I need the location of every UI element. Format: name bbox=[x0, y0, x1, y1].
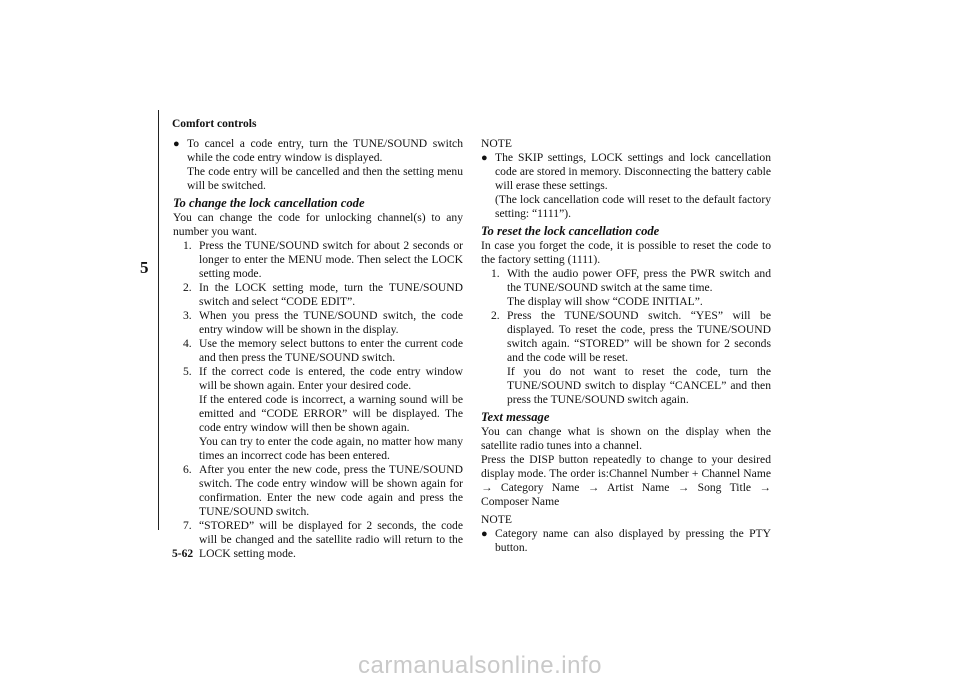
step-text: The display will show “CODE INITIAL”. bbox=[507, 295, 703, 308]
step-text: If you do not want to reset the code, turn the TUNE/SOUND switch to display “CANCEL” and then press the TUNE/SOUND switch again. bbox=[507, 365, 771, 406]
reset-code-intro: In case you forget the code, it is possible to reset the code to the factory setting (1111). bbox=[481, 239, 771, 266]
note-line: Category name can also displayed by pressing the PTY button. bbox=[495, 527, 771, 554]
step-text: When you press the TUNE/SOUND switch, the code entry window will be shown in the display. bbox=[199, 309, 463, 336]
change-code-heading: To change the lock cancellation code bbox=[173, 196, 365, 210]
step-text: Press the TUNE/SOUND switch. “YES” will be displayed. To reset the code, press the TUNE/SOUND switch again. “STORED” will be shown for 2 seconds and the code will be reset. bbox=[507, 309, 771, 364]
text-message-heading: Text message bbox=[481, 410, 550, 424]
page-number: 5-62 bbox=[172, 548, 194, 560]
step-text: If the entered code is incorrect, a warning sound will be emitted and “CODE ERROR” will be displayed. The code entry window will then be shown again. bbox=[199, 393, 463, 434]
change-code-steps bbox=[173, 239, 463, 561]
note-item bbox=[481, 151, 771, 221]
step-number: 2. bbox=[183, 281, 192, 294]
note-line: The SKIP settings, LOCK settings and lock cancellation code are stored in memory. Disconnecting the battery cable will erase these settings. bbox=[495, 151, 771, 192]
reset-step-2 bbox=[481, 309, 771, 407]
step-number: 7. bbox=[183, 519, 192, 532]
step-3 bbox=[173, 309, 463, 337]
step-number: 6. bbox=[183, 463, 192, 476]
step-6 bbox=[173, 463, 463, 519]
section-title: Comfort controls bbox=[172, 118, 257, 130]
step-2 bbox=[173, 281, 463, 309]
reset-code-steps bbox=[481, 267, 771, 407]
step-text: You can try to enter the code again, no matter how many times an incorrect code has been entered. bbox=[199, 435, 463, 462]
watermark: carmanualsonline.info bbox=[358, 652, 602, 679]
left-column bbox=[173, 137, 463, 561]
step-4 bbox=[173, 337, 463, 365]
note-label: NOTE bbox=[481, 137, 512, 150]
step-number: 5. bbox=[183, 365, 192, 378]
step-number: 1. bbox=[183, 239, 192, 252]
step-number: 1. bbox=[491, 267, 500, 280]
cancel-bullet bbox=[173, 137, 463, 193]
reset-code-heading: To reset the lock cancellation code bbox=[481, 224, 660, 238]
text-message-para-1: You can change what is shown on the display when the satellite radio tunes into a channel. bbox=[481, 425, 771, 452]
step-text: Press the TUNE/SOUND switch for about 2 seconds or longer to enter the MENU mode. Then select the LOCK setting mode. bbox=[199, 239, 463, 280]
step-text: After you enter the new code, press the TUNE/SOUND switch. The code entry window will be shown again for confirmation. Enter the new code again and press the TUNE/SOUND switch. bbox=[199, 463, 463, 518]
filled-circle-bullet-icon: ● bbox=[481, 152, 488, 164]
reset-step-1 bbox=[481, 267, 771, 309]
step-1 bbox=[173, 239, 463, 281]
note-item bbox=[481, 527, 771, 555]
note-line: (The lock cancellation code will reset to the default factory setting: “1111”). bbox=[495, 193, 771, 220]
step-text: Use the memory select buttons to enter the current code and then press the TUNE/SOUND switch. bbox=[199, 337, 463, 364]
step-text: “STORED” will be displayed for 2 seconds, the code will be changed and the satellite radio will return to the LOCK setting mode. bbox=[199, 519, 463, 560]
text-message-para-2: Press the DISP button repeatedly to change to your desired display mode. The order is:Channel Number + Channel Name → Category Name → Artist Name → Song Title → Composer Name bbox=[481, 453, 771, 508]
step-text: In the LOCK setting mode, turn the TUNE/SOUND switch and select “CODE EDIT”. bbox=[199, 281, 463, 308]
step-number: 2. bbox=[491, 309, 500, 322]
step-5 bbox=[173, 365, 463, 463]
step-text: With the audio power OFF, press the PWR switch and the TUNE/SOUND switch at the same time. bbox=[507, 267, 771, 294]
change-code-intro: You can change the code for unlocking channel(s) to any number you want. bbox=[173, 211, 463, 238]
chapter-tab-bar bbox=[129, 110, 159, 530]
cancel-line-1: To cancel a code entry, turn the TUNE/SOUND switch while the code entry window is displayed. bbox=[187, 137, 463, 164]
chapter-number: 5 bbox=[140, 258, 149, 277]
step-7 bbox=[173, 519, 463, 561]
step-text: If the correct code is entered, the code entry window will be shown again. Enter your desired code. bbox=[199, 365, 463, 392]
filled-circle-bullet-icon: ● bbox=[173, 138, 180, 150]
right-column bbox=[481, 137, 771, 555]
filled-circle-bullet-icon: ● bbox=[481, 528, 488, 540]
step-number: 3. bbox=[183, 309, 192, 322]
note-label: NOTE bbox=[481, 513, 512, 526]
cancel-line-2: The code entry will be cancelled and then the setting menu will be switched. bbox=[187, 165, 463, 192]
step-number: 4. bbox=[183, 337, 192, 350]
